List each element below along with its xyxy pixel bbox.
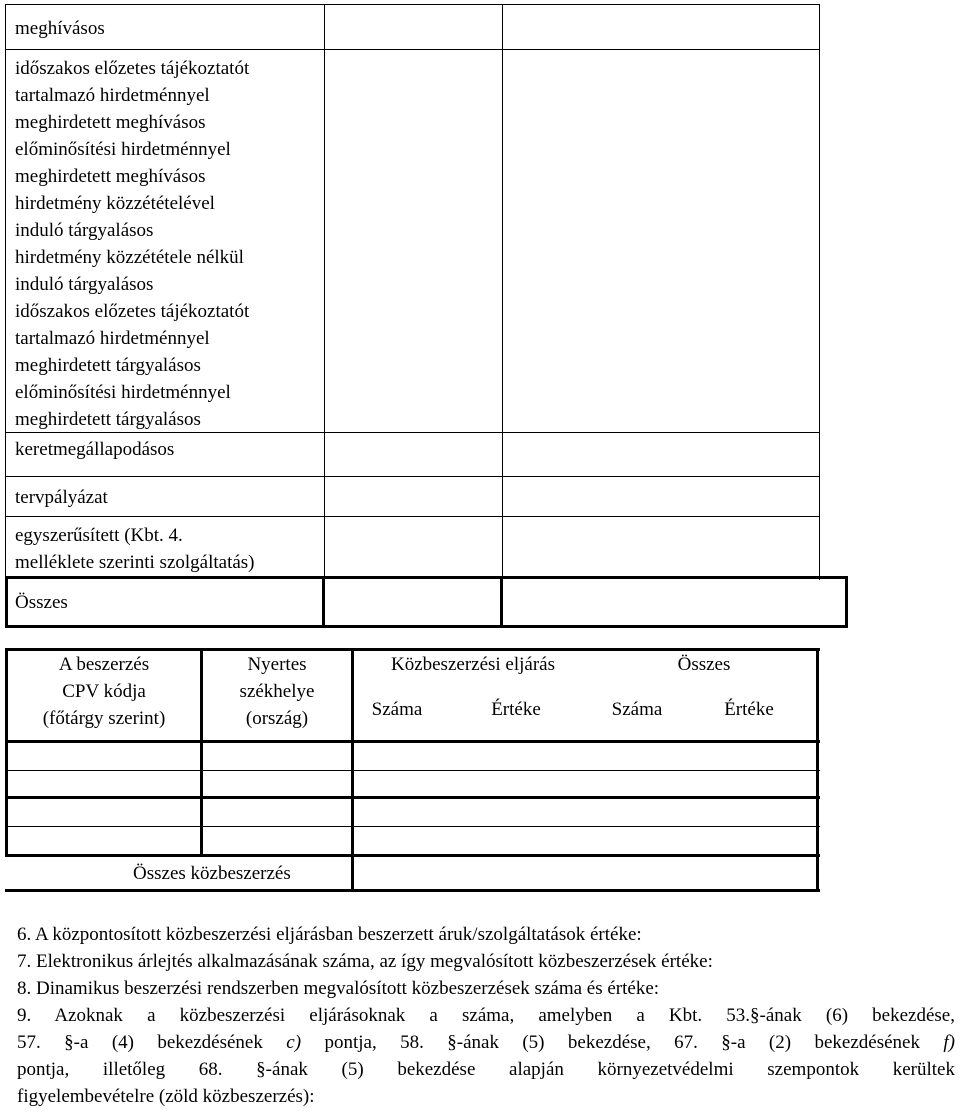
upper-table-col-divider-2 <box>502 4 503 580</box>
row-divider <box>5 796 820 799</box>
total-row-top-border <box>5 576 848 579</box>
procedure-type-cell: időszakos előzetes tájékoztatót tartalmazó hirdetménnyel meghirdetett meghívásos előminősítési hirdetménnyel meghirdetett meghívásos hirdetmény közzétételével induló tárgyalásos hirdetmény közzététele nélkül induló tárgyalásos időszakos előzetes tájékoztatót tartalmazó hirdetménnyel meghirdetett tárgyalásos előminősítési hirdetménnyel meghirdetett tárgyalásos <box>15 58 250 430</box>
procedure-type-cell: tervpályázat <box>15 487 108 508</box>
upper-total-label: Összes <box>15 592 68 613</box>
header-winner-seat: Nyertes székhelye (ország) <box>239 654 315 729</box>
paragraph-6: 6. A központosított közbeszerzési eljárásban beszerzett áruk/szolgáltatások értéke: <box>17 924 642 945</box>
paragraph-9-line-3: pontja, illetőleg 68. §-ának (5) bekezdése alapján környezetvédelmi szempontok kerültek <box>17 1059 955 1080</box>
row-divider <box>5 854 820 857</box>
lower-table-col-divider-2 <box>351 648 354 892</box>
lower-table-bottom-border <box>5 889 820 892</box>
subheader-number: Száma <box>371 699 423 720</box>
paragraph-7: 7. Elektronikus árlejtés alkalmazásának száma, az így megvalósított közbeszerzések értéke: <box>17 951 713 972</box>
upper-table-right-border <box>819 4 820 580</box>
paragraph-8: 8. Dinamikus beszerzési rendszerben megvalósított közbeszerzések száma és értéke: <box>17 978 660 999</box>
paragraph-9-line-4: figyelembevételre (zöld közbeszerzés): <box>17 1086 315 1107</box>
header-cpv-code: A beszerzés CPV kódja (főtárgy szerint) <box>42 654 166 729</box>
row-divider <box>5 476 820 477</box>
subheader-value: Értéke <box>724 699 774 720</box>
header-total: Összes <box>677 654 731 675</box>
paragraph-9-line-1: 9. Azoknak a közbeszerzési eljárásoknak a száma, amelyben a Kbt. 53.§-ának (6) bekezdése, <box>17 1005 955 1026</box>
total-row-left-border <box>5 576 8 628</box>
subheader-value: Értéke <box>491 699 541 720</box>
header-procurement-procedure: Közbeszerzési eljárás <box>390 654 556 675</box>
row-divider <box>5 516 820 517</box>
total-row-divider-2 <box>500 576 503 628</box>
procedure-type-cell: egyszerűsített (Kbt. 4. melléklete szerinti szolgáltatás) <box>15 525 255 573</box>
lower-total-label: Összes közbeszerzés <box>133 863 291 884</box>
upper-table-col-divider-1 <box>324 4 325 580</box>
total-row-bottom-border <box>5 625 848 628</box>
lower-table-header-bottom <box>5 740 820 743</box>
total-row-right-border <box>845 576 848 628</box>
procedure-type-cell: meghívásos <box>15 18 105 39</box>
paragraph-9-line-2: 57. §-a (4) bekezdésének c) pontja, 58. §-ának (5) bekezdése, 67. §-a (2) bekezdésének f) <box>17 1032 955 1053</box>
row-divider <box>5 770 820 771</box>
subheader-number: Száma <box>611 699 663 720</box>
total-row-divider-1 <box>322 576 325 628</box>
row-divider <box>5 826 820 827</box>
procedure-type-cell: keretmegállapodásos <box>15 439 175 460</box>
upper-table-top-border <box>5 4 820 5</box>
row-divider <box>5 49 820 50</box>
upper-table-left-border <box>5 4 6 580</box>
lower-table-right-border <box>816 648 819 892</box>
